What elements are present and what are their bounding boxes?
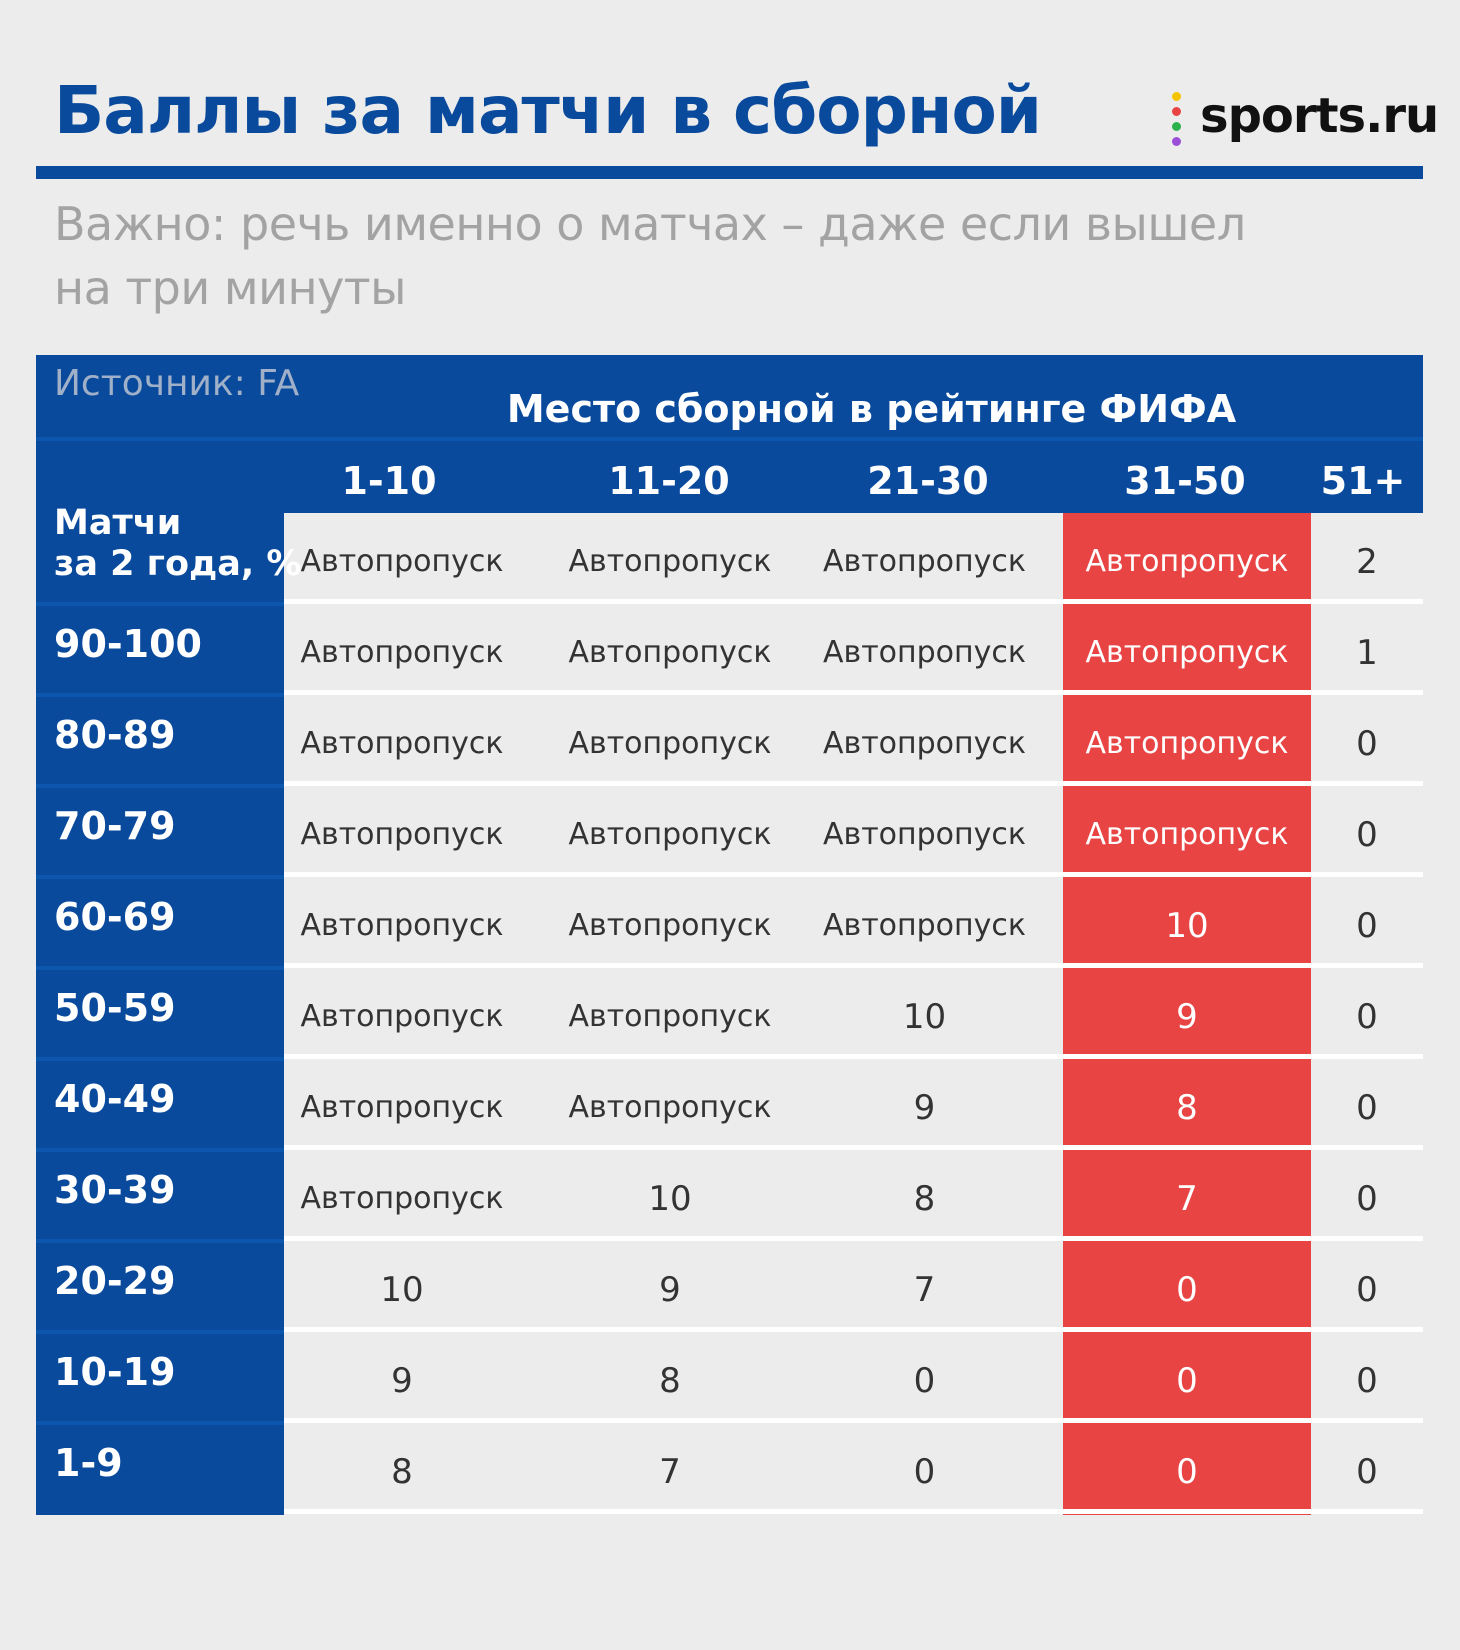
table-cell-r5-c0: Автопропуск xyxy=(300,999,504,1034)
table-cell-r0-c3: Автопропуск xyxy=(1085,544,1289,579)
table-cell-r3-c1: Автопропуск xyxy=(568,817,772,852)
table-cell-r2-c3: Автопропуск xyxy=(1085,726,1289,761)
table-cell-r9-c0: 9 xyxy=(391,1360,413,1401)
header-divider xyxy=(36,437,1423,441)
table-cell-r7-c3: 7 xyxy=(1176,1178,1198,1219)
row-header-separator xyxy=(36,1421,284,1425)
row-label-2: 80-89 xyxy=(54,713,176,757)
row-label-8: 20-29 xyxy=(54,1259,176,1303)
row-label-5: 50-59 xyxy=(54,986,176,1030)
table-cell-r4-c4: 0 xyxy=(1356,905,1378,946)
column-label-3: 31-50 xyxy=(1124,459,1246,503)
row-header-title-line-2: за 2 года, % xyxy=(54,544,302,584)
row-label-1: 90-100 xyxy=(54,622,202,666)
table-cell-r4-c3: 10 xyxy=(1165,905,1209,946)
row-header-separator xyxy=(36,966,284,970)
sports-ru-logo[interactable] xyxy=(1178,88,1438,144)
table-cell-r8-c3: 0 xyxy=(1176,1269,1198,1310)
row-header-separator xyxy=(36,693,284,697)
table-cell-r10-c4: 0 xyxy=(1356,1451,1378,1492)
table-cell-r10-c3: 0 xyxy=(1176,1451,1198,1492)
table-cell-r1-c3: Автопропуск xyxy=(1085,635,1289,670)
row-separator xyxy=(284,872,1423,877)
table-cell-r3-c4: 0 xyxy=(1356,814,1378,855)
table-cell-r5-c3: 9 xyxy=(1176,996,1198,1037)
table-cell-r8-c0: 10 xyxy=(380,1269,424,1310)
table-cell-r2-c4: 0 xyxy=(1356,723,1378,764)
row-separator xyxy=(284,599,1423,604)
row-label-10: 1-9 xyxy=(54,1441,123,1485)
table-cell-r10-c2: 0 xyxy=(913,1451,936,1492)
table-cell-r5-c2: 10 xyxy=(902,996,947,1037)
points-table xyxy=(36,355,1423,1515)
table-cell-r4-c2: Автопропуск xyxy=(822,908,1027,943)
row-separator xyxy=(284,1054,1423,1059)
row-header-separator xyxy=(36,784,284,788)
table-cell-r9-c1: 8 xyxy=(659,1360,681,1401)
table-cell-r1-c2: Автопропуск xyxy=(822,635,1027,670)
table-cell-r5-c4: 0 xyxy=(1356,996,1378,1037)
row-label-6: 40-49 xyxy=(54,1077,176,1121)
row-label-7: 30-39 xyxy=(54,1168,176,1212)
row-separator xyxy=(284,781,1423,786)
row-label-3: 70-79 xyxy=(54,804,176,848)
row-header-separator xyxy=(36,1057,284,1061)
subtitle-line-1: Важно: речь именно о матчах – даже если вышел xyxy=(54,197,1246,251)
table-cell-r6-c0: Автопропуск xyxy=(300,1090,504,1125)
row-separator xyxy=(284,1418,1423,1423)
table-cell-r7-c4: 0 xyxy=(1356,1178,1378,1219)
table-cell-r2-c0: Автопропуск xyxy=(300,726,504,761)
table-cell-r7-c0: Автопропуск xyxy=(300,1181,504,1216)
table-cell-r7-c2: 8 xyxy=(913,1178,936,1219)
table-cell-r2-c1: Автопропуск xyxy=(568,726,772,761)
row-separator xyxy=(284,963,1423,968)
table-cell-r0-c0: Автопропуск xyxy=(300,544,504,579)
row-header-title xyxy=(54,503,301,585)
column-label-0: 1-10 xyxy=(341,459,437,503)
title-rule xyxy=(36,166,1423,179)
table-cell-r3-c3: Автопропуск xyxy=(1085,817,1289,852)
table-cell-r9-c4: 0 xyxy=(1356,1360,1378,1401)
row-separator xyxy=(284,1327,1423,1332)
row-header-separator xyxy=(36,1148,284,1152)
subtitle xyxy=(54,192,1354,320)
column-label-4: 51+ xyxy=(1320,459,1406,503)
table-cell-r8-c1: 9 xyxy=(659,1269,681,1310)
table-cell-r6-c4: 0 xyxy=(1356,1087,1378,1128)
row-header-separator xyxy=(36,1239,284,1243)
table-cell-r6-c2: 9 xyxy=(913,1087,936,1128)
table-cell-r4-c1: Автопропуск xyxy=(568,908,772,943)
row-separator xyxy=(284,1145,1423,1150)
table-cell-r1-c4: 1 xyxy=(1356,632,1378,673)
table-cell-r0-c1: Автопропуск xyxy=(568,544,772,579)
table-cell-r2-c2: Автопропуск xyxy=(822,726,1027,761)
row-separator xyxy=(284,1236,1423,1241)
table-cell-r8-c2: 7 xyxy=(913,1269,936,1310)
table-cell-r3-c0: Автопропуск xyxy=(300,817,504,852)
subtitle-line-2: на три минуты xyxy=(54,261,406,315)
row-label-4: 60-69 xyxy=(54,895,176,939)
table-cell-r8-c4: 0 xyxy=(1356,1269,1378,1310)
row-label-9: 10-19 xyxy=(54,1350,176,1394)
table-cell-r9-c2: 0 xyxy=(913,1360,936,1401)
table-cell-r7-c1: 10 xyxy=(648,1178,692,1219)
row-header-separator xyxy=(36,1330,284,1334)
table-cell-r0-c2: Автопропуск xyxy=(822,544,1027,579)
row-separator xyxy=(284,690,1423,695)
row-header-separator xyxy=(36,875,284,879)
table-cell-r4-c0: Автопропуск xyxy=(300,908,504,943)
table-cell-r0-c4: 2 xyxy=(1356,541,1378,582)
page-title: Баллы за матчи в сборной xyxy=(54,72,1042,149)
row-separator xyxy=(284,1509,1423,1514)
column-label-1: 11-20 xyxy=(608,459,730,503)
table-cell-r10-c1: 7 xyxy=(659,1451,681,1492)
table-cell-r1-c1: Автопропуск xyxy=(568,635,772,670)
row-header-title-line-1: Матчи xyxy=(54,503,182,543)
column-label-2: 21-30 xyxy=(867,459,989,503)
table-cell-r6-c3: 8 xyxy=(1176,1087,1198,1128)
source-note: Источник: FA xyxy=(54,363,300,404)
table-cell-r10-c0: 8 xyxy=(391,1451,413,1492)
table-cell-r3-c2: Автопропуск xyxy=(822,817,1027,852)
table-cell-r1-c0: Автопропуск xyxy=(300,635,504,670)
table-cell-r5-c1: Автопропуск xyxy=(568,999,772,1034)
logo-text: sports.ru xyxy=(1200,88,1439,144)
table-cell-r6-c1: Автопропуск xyxy=(568,1090,772,1125)
row-header-separator xyxy=(36,602,284,606)
column-group-title: Место сборной в рейтинге ФИФА xyxy=(506,387,1237,431)
logo-dots-icon xyxy=(1172,92,1182,148)
table-cell-r9-c3: 0 xyxy=(1176,1360,1198,1401)
